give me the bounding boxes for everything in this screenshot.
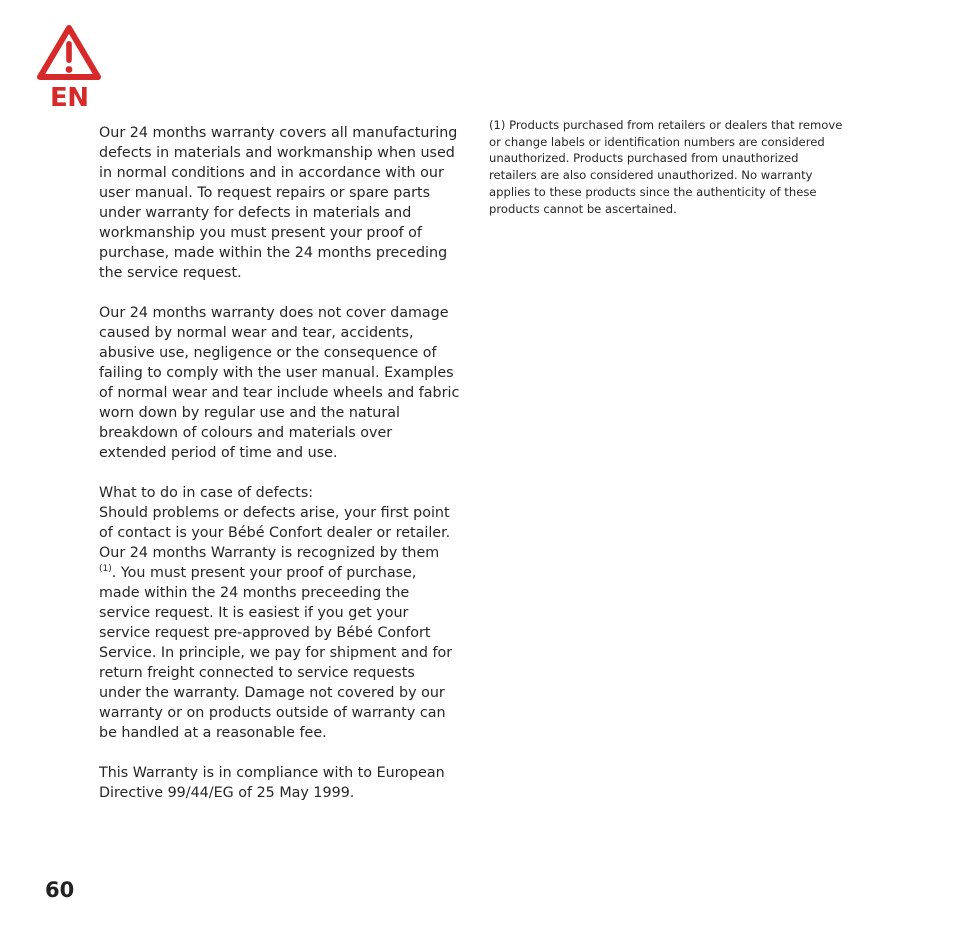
footnote-reference: (1) bbox=[99, 564, 112, 575]
directive-compliance-paragraph: This Warranty is in compliance with to European Directive 99/44/EG of 25 May 1999. bbox=[99, 765, 445, 801]
warranty-exclusions-paragraph: Our 24 months warranty does not cover damage caused by normal wear and tear, accidents, abusive use, negligence or the consequence of failing to comply with the user manual. Examples of normal wear and tear include wheels and fabric worn down by regular use and the natural breakdown of colours and materials over extended period of time and use. bbox=[99, 305, 460, 461]
warranty-text-column bbox=[99, 123, 461, 823]
footnote-column bbox=[489, 117, 849, 217]
warning-triangle-icon bbox=[36, 24, 102, 82]
page-number: 60 bbox=[45, 878, 75, 902]
warranty-coverage-paragraph: Our 24 months warranty covers all manufacturing defects in materials and workmanship when used in normal conditions and in accordance with our user manual. To request repairs or spare parts under warranty for defects in materials and workmanship you must present your proof of purchase, made within the 24 months preceding the service request. bbox=[99, 125, 458, 281]
language-label: EN bbox=[50, 83, 89, 113]
defects-text-end: . You must present your proof of purchase, made within the 24 months preceeding the service request. It is easiest if you get your service request pre-approved by Bébé Confort Service. In principle, we pay for shipment and for return freight connected to service requests under the warranty. Damage not covered by our warranty or on products outside of warranty can be handled at a reasonable fee. bbox=[99, 565, 453, 741]
defects-text-start: Should problems or defects arise, your first point of contact is your Bébé Confort dealer or retailer. Our 24 months Warranty is recognized by them bbox=[99, 505, 451, 561]
defects-procedure-paragraph bbox=[99, 483, 461, 743]
defects-heading: What to do in case of defects: bbox=[99, 485, 314, 501]
footnote-text: (1) Products purchased from retailers or dealers that remove or change labels or identification numbers are considered unauthorized. Products purchased from unauthorized retailers are also considered unauthorized. No warranty applies to these products since the authenticity of these products cannot be ascertained. bbox=[489, 118, 843, 216]
